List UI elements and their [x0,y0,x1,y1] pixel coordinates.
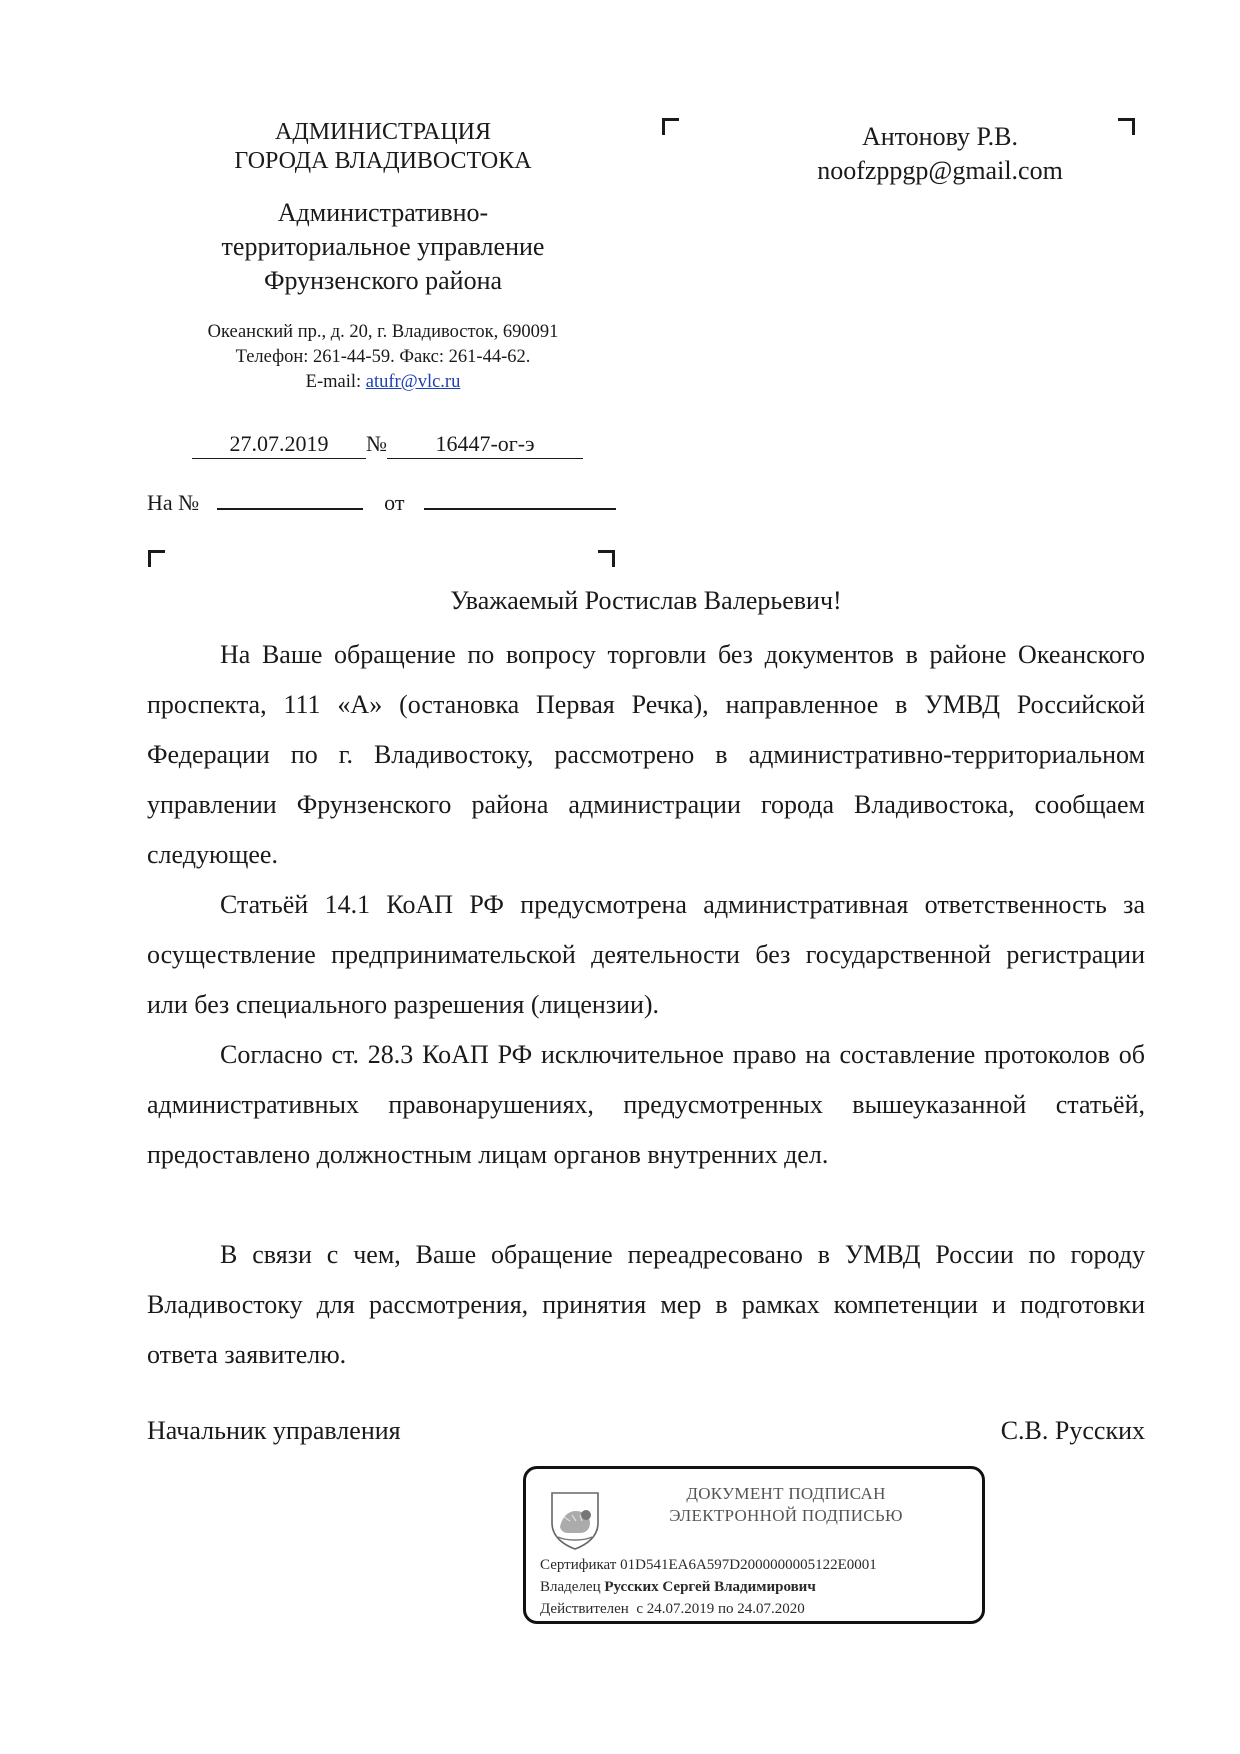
reference-number-label: На № [147,490,200,515]
registration-date: 27.07.2019 [192,430,366,459]
email-link[interactable]: atufr@vlc.ru [365,372,461,392]
signer-title: Начальник управления [147,1416,401,1445]
signer-name: С.В. Русских [1000,1416,1145,1445]
subject-corner-top-right [598,550,615,567]
department-line3: Фрунзенского района [263,266,503,295]
org-name-line1: АДМИНИСТРАЦИЯ [275,119,491,145]
salutation: Уважаемый Ростислав Валерьевич! [450,586,842,615]
paragraph-2: Статьёй 14.1 КоАП РФ предусмотрена административная ответственность за осуществление предпринимательской деятельности без государственной регистрации или без специального разрешения (лицензии). [147,890,1145,1019]
owner-value: Русских Сергей Владимирович [604,1579,816,1595]
valid-to-value: 24.07.2020 [737,1601,805,1617]
city-coat-of-arms-icon [546,1487,604,1551]
stamp-owner-line [540,1577,816,1597]
reference-line [147,488,616,517]
paragraph-4: В связи с чем, Ваше обращение переадресовано в УМВД России по городу Владивостоку для рассмотрения, принятия мер в рамках компетенции и подготовки ответа заявителю. [147,1240,1145,1369]
contact-block [133,320,633,395]
subject-corner-top-left [148,550,165,567]
stamp-title [616,1483,956,1527]
email-line [133,370,633,395]
stamp-validity-line [540,1599,805,1619]
stamp-title-line1: ДОКУМЕНТ ПОДПИСАН [686,1484,886,1503]
registration-number-label: № [366,431,387,456]
paragraph-3: Согласно ст. 28.3 КоАП РФ исключительное право на составление протоколов об административных правонарушениях, предусмотренных вышеуказанной статьёй, предоставлено должностным лицам органов внутренних дел. [147,1040,1145,1169]
email-label: E-mail: [305,372,366,392]
owner-label: Владелец [540,1579,601,1595]
addressee-name: Антонову Р.В. [861,122,1019,151]
reference-date-label: от [384,490,405,515]
department-name [133,196,633,298]
reference-number-blank [217,488,363,510]
valid-label: Действителен [540,1601,629,1617]
paragraph-1: На Ваше обращение по вопросу торговли без документов в районе Океанского проспекта, 111 «А» (остановка Первая Речка), направленное в УМВД Российской Федерации по г. Владивостоку, рассмотрено в административно-территориальном управлении Фрунзенского района администрации города Владивостока, сообщаем следующее. [147,640,1145,869]
registration-line [192,430,583,459]
signature-row [147,1414,1145,1448]
valid-from-label: с [636,1601,643,1617]
valid-from-value: 24.07.2019 [646,1601,715,1617]
reference-date-blank [424,488,616,510]
addressee-corner-top-left [662,118,679,135]
department-line2: территориальное управление [221,232,545,261]
org-name-line2: ГОРОДА ВЛАДИВОСТОКА [234,148,532,174]
department-line1: Административно- [277,198,489,227]
addressee-email: noofzppgp@gmail.com [817,156,1063,185]
phone-fax: Телефон: 261-44-59. Факс: 261-44-62. [235,347,531,367]
postal-address: Океанский пр., д. 20, г. Владивосток, 690091 [207,322,559,342]
certificate-value: 01D541EA6A597D2000000005122E0001 [620,1557,877,1573]
registration-number: 16447-ог-э [387,430,583,459]
certificate-label: Сертификат [540,1557,617,1573]
stamp-certificate-line [540,1555,877,1575]
valid-to-label: по [717,1601,734,1617]
addressee-block [740,120,1140,188]
stamp-title-line2: ЭЛЕКТРОННОЙ ПОДПИСЬЮ [669,1506,903,1525]
e-signature-stamp [523,1466,985,1624]
